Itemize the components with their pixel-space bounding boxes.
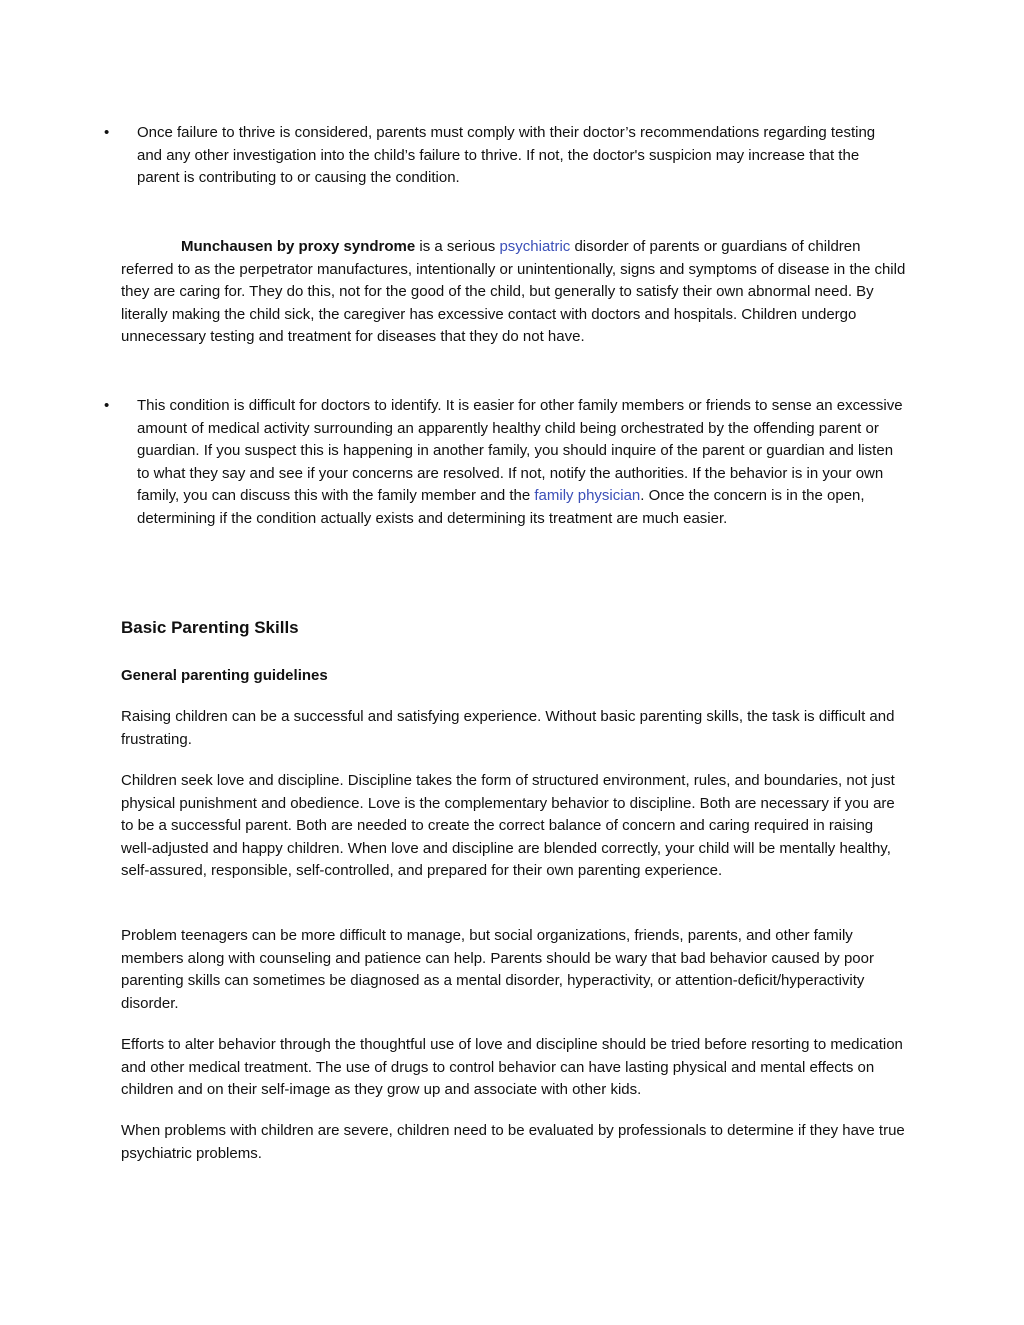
paragraph-love-discipline: Children seek love and discipline. Discipline takes the form of structured environment, rules, and boundaries, not just physical punishment and obedience. Love is the complementary behavior to discipline. Both are necessary if you are to be a successful parent. Both are needed to create the correct balance of concern and caring required in raising well-adjusted and happy children. When love and discipline are blended correctly, your child will be mentally healthy, self-assured, responsible, self-controlled, and prepared for their own parenting experience. — [121, 772, 895, 880]
bullet-item-failure-to-thrive — [104, 122, 904, 190]
section-heading: Basic Parenting Skills — [121, 618, 299, 637]
bullet-marker: • — [104, 397, 110, 414]
bullet-item-condition-difficult — [104, 395, 904, 531]
bullet-text-before-link: This condition is difficult for doctors to identify. It is easier for other family members or friends to sense an excessive amount of medical activity surrounding an apparently healthy child being orchestrated by the offending parent or guardian. If you suspect this is happening in another family, you should inquire of the parent or guardian and listen to what they say and see if your concerns are resolved. If not, notify the authorities. If the behavior is in your own family, you can discuss this with the family member and the — [137, 397, 903, 505]
paragraph-severe-problems: When problems with children are severe, children need to be evaluated by professionals to determine if they have true psychiatric problems. — [121, 1122, 905, 1162]
paragraph-efforts-behavior: Efforts to alter behavior through the thoughtful use of love and discipline should be tried before resorting to medication and other medical treatment. The use of drugs to control behavior can have lasting physical and mental effects on children and on their self-image as they grow up and associate with other kids. — [121, 1036, 903, 1099]
bullet-text: Once failure to thrive is considered, parents must comply with their doctor’s recommendations regarding testing and any other investigation into the child’s failure to thrive. If not, the doctor's suspicion may increase that the parent is contributing to or causing the condition. — [137, 124, 876, 187]
munchausen-paragraph — [121, 236, 906, 349]
bullet-text-after-link: . Once the concern is in the open, determining if the condition actually exists and determining its treatment are much easier. — [137, 487, 865, 527]
munchausen-text-after-link: disorder of parents or guardians of children referred to as the perpetrator manufactures, intentionally or unintentionally, signs and symptoms of disease in the child they are caring for. They do this, not for the good of the child, but generally to satisfy their own abnormal need. By literally making the child sick, the caregiver has excessive contact with doctors and hospitals. Children undergo unnecessary testing and treatment for diseases that they do not have. — [121, 238, 906, 346]
paragraph-raising-children: Raising children can be a successful and satisfying experience. Without basic parenting skills, the task is difficult and frustrating. — [121, 708, 895, 748]
bullet-marker: • — [104, 124, 110, 141]
section-subheading: General parenting guidelines — [121, 667, 328, 684]
family-physician-link[interactable]: family physician — [534, 487, 641, 505]
munchausen-term: Munchausen by proxy syndrome — [181, 238, 416, 255]
paragraph-problem-teenagers: Problem teenagers can be more difficult to manage, but social organizations, friends, parents, and other family members along with counseling and patience can help. Parents should be wary that bad behavior caused by poor parenting skills can sometimes be diagnosed as a mental disorder, hyperactivity, or attention-deficit/hyperactivity disorder. — [121, 927, 874, 1012]
psychiatric-link[interactable]: psychiatric — [499, 238, 571, 255]
bullet-text — [137, 395, 904, 531]
munchausen-text-before-link: is a serious — [415, 238, 500, 255]
